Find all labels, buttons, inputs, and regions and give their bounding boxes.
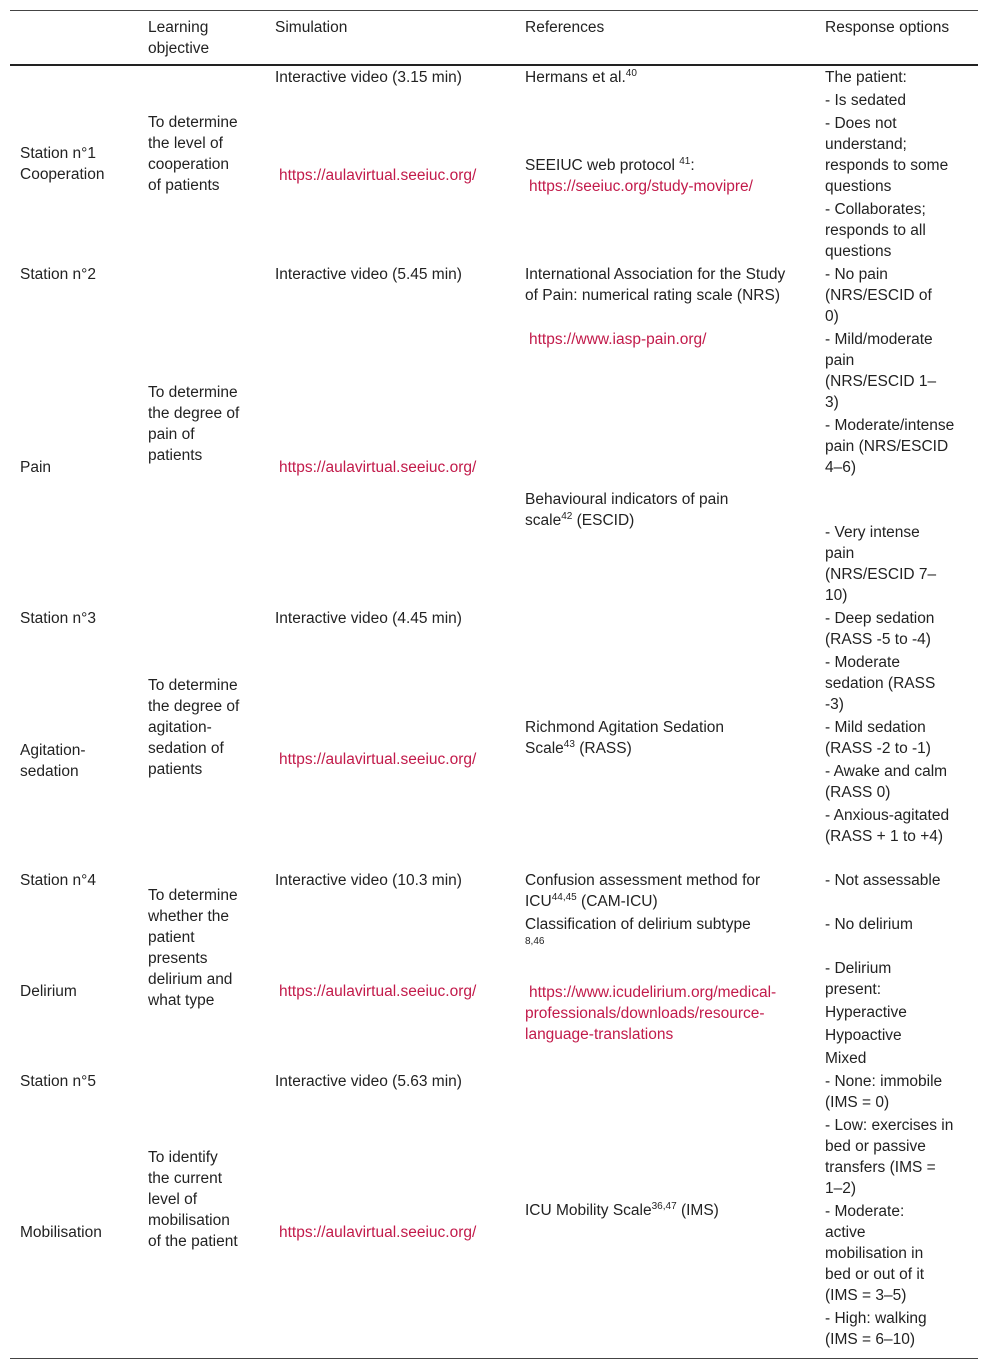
response-option: Mixed <box>825 1050 867 1067</box>
simulation-video: Interactive video (4.45 min) <box>275 610 462 627</box>
learning-objective: To identify the current level of mobilisation of the patient <box>148 1149 238 1250</box>
header-references: References <box>525 19 605 36</box>
station-name: Pain <box>20 459 52 476</box>
response-option: - Awake and calm (RASS 0) <box>825 763 948 801</box>
response-option: - Moderate sedation (RASS -3) <box>825 654 936 713</box>
station-name: Cooperation <box>20 166 105 183</box>
reference-citation: 36,47 <box>651 1200 677 1212</box>
response-option: - No pain (NRS/ESCID of 0) <box>825 266 932 325</box>
response-option: - Moderate: active mobilisation in bed or out of it (IMS = 3–5) <box>825 1203 925 1304</box>
reference-text: SEEIUC web protocol <box>525 157 675 174</box>
reference-suffix: : <box>690 157 695 174</box>
response-option: - No delirium <box>825 916 913 933</box>
reference-link[interactable]: https://seeiuc.org/study-movipre/ <box>529 178 753 195</box>
simulation-video: Interactive video (5.45 min) <box>275 266 462 283</box>
header-learning-objective: Learning objective <box>148 19 210 57</box>
learning-objective: To determine whether the patient presents delirium and what type <box>148 887 238 1009</box>
reference-text: Hermans et al. <box>525 69 626 86</box>
station-name: Mobilisation <box>20 1224 102 1241</box>
reference-citation: 8,46 <box>525 935 545 947</box>
station-name: Delirium <box>20 983 77 1000</box>
response-option: - Low: exercises in bed or passive transfers (IMS = 1–2) <box>825 1117 954 1197</box>
response-option: The patient: <box>825 69 907 86</box>
reference-text: ICU Mobility Scale <box>525 1202 652 1219</box>
response-option: Hypoactive <box>825 1027 902 1044</box>
response-option: - Collaborates; responds to all questions <box>825 201 926 260</box>
reference-suffix: (IMS) <box>676 1202 719 1219</box>
reference <box>525 914 770 956</box>
reference-citation: 40 <box>625 67 637 79</box>
response-option: - High: walking (IMS = 6–10) <box>825 1310 927 1348</box>
header-response-options: Response options <box>825 19 950 36</box>
station-number: Station n°3 <box>20 610 97 627</box>
simulation-link[interactable]: https://aulavirtual.seeiuc.org/ <box>279 751 477 768</box>
response-option: - Mild/moderate pain (NRS/ESCID 1–3) <box>825 331 937 411</box>
response-option: - Delirium present: <box>825 960 892 998</box>
reference-citation: 41 <box>679 155 691 167</box>
response-option: - Very intense pain (NRS/ESCID 7–10) <box>825 524 937 604</box>
simulation-link[interactable]: https://aulavirtual.seeiuc.org/ <box>279 983 477 1000</box>
response-option: - Deep sedation (RASS -5 to -4) <box>825 610 935 648</box>
reference-citation: 44,45 <box>551 891 577 903</box>
learning-objective: To determine the degree of agitation-sedation of patients <box>148 677 240 778</box>
header-simulation: Simulation <box>275 19 348 36</box>
reference-suffix: (ESCID) <box>572 512 635 529</box>
reference <box>525 1200 790 1221</box>
simulation-link[interactable]: https://aulavirtual.seeiuc.org/ <box>279 459 477 476</box>
reference-suffix: (CAM-ICU) <box>576 893 658 910</box>
response-option: - Anxious-agitated (RASS + 1 to +4) <box>825 807 950 845</box>
table-header <box>10 11 978 66</box>
response-option: Hyperactive <box>825 1004 907 1021</box>
reference-link[interactable]: https://www.iasp-pain.org/ <box>529 331 707 348</box>
response-option: - Moderate/intense pain (NRS/ESCID 4–6) <box>825 417 955 476</box>
station-number: Station n°4 <box>20 872 97 889</box>
simulation-link[interactable]: https://aulavirtual.seeiuc.org/ <box>279 1224 477 1241</box>
reference-citation: 42 <box>561 510 573 522</box>
reference-link-text[interactable]: https://www.icudelirium.org/medical-professionals/downloads/resource-language-translations <box>525 984 777 1043</box>
response-option: - Mild sedation (RASS -2 to -1) <box>825 719 931 757</box>
station-name: Agitation-sedation <box>20 742 86 780</box>
station-number: Station n°5 <box>20 1073 97 1090</box>
reference <box>525 155 790 176</box>
reference-link[interactable] <box>525 982 795 1045</box>
reference-text: International Association for the Study of Pain: numerical rating scale (NRS) <box>525 266 786 304</box>
simulation-video: Interactive video (3.15 min) <box>275 69 462 86</box>
reference-text: Confusion assessment method for ICU <box>525 872 761 910</box>
reference <box>525 870 790 912</box>
reference-text: Classification of delirium subtype <box>525 916 751 933</box>
reference-text: Richmond Agitation Sedation Scale <box>525 719 725 757</box>
reference <box>525 67 790 88</box>
reference <box>525 489 755 531</box>
response-option: - Does not understand; responds to some questions <box>825 115 949 195</box>
reference-citation: 43 <box>563 738 575 750</box>
simulation-link[interactable]: https://aulavirtual.seeiuc.org/ <box>279 167 477 184</box>
stations-table <box>10 10 978 1359</box>
station-number: Station n°2 <box>20 266 97 283</box>
reference <box>525 717 755 759</box>
simulation-video: Interactive video (10.3 min) <box>275 872 462 889</box>
response-option: - Is sedated <box>825 92 906 109</box>
learning-objective: To determine the degree of pain of patients <box>148 384 240 464</box>
reference-text: Behavioural indicators of pain scale <box>525 491 729 529</box>
response-option: - Not assessable <box>825 872 941 889</box>
reference-suffix: (RASS) <box>574 740 632 757</box>
station-number: Station n°1 <box>20 145 97 162</box>
learning-objective: To determine the level of cooperation of patients <box>148 114 238 194</box>
response-option: - None: immobile (IMS = 0) <box>825 1073 943 1111</box>
simulation-video: Interactive video (5.63 min) <box>275 1073 462 1090</box>
